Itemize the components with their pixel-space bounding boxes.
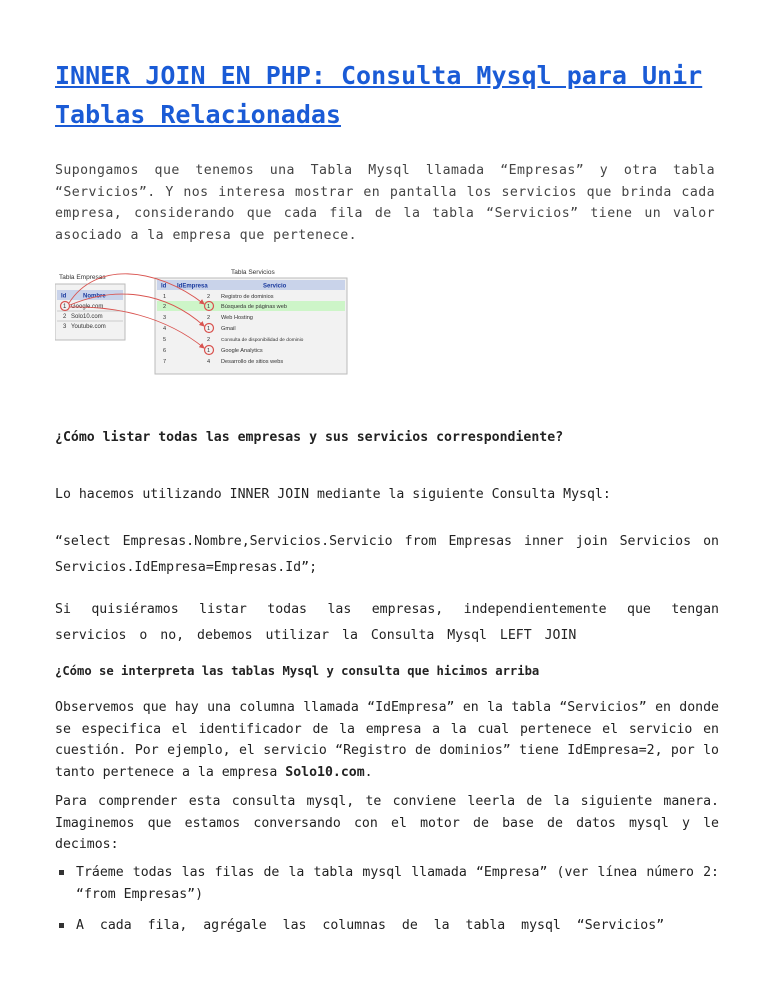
empresas-caption: Tabla Empresas	[59, 274, 106, 281]
servicios-row-4-servicio: Gmail	[221, 326, 236, 332]
servicios-row-3-servicio: Web Hosting	[221, 315, 253, 321]
servicios-row-6-id: 6	[163, 348, 167, 354]
empresas-row-3-id: 3	[63, 324, 67, 330]
servicios-header-servicio: Servicio	[263, 283, 287, 290]
servicios-caption: Tabla Servicios	[231, 269, 275, 276]
empresas-row-3-nombre: Youtube.com	[71, 324, 106, 330]
servicios-row-3-idempresa: 2	[207, 315, 211, 321]
paragraph-inner-join: Lo hacemos utilizando INNER JOIN mediante la siguiente Consulta Mysql:	[55, 487, 611, 502]
servicios-row-5-idempresa: 2	[207, 337, 211, 343]
servicios-row-7-servicio: Desarrollo de sitios webs	[221, 359, 284, 365]
servicios-row-6-idempresa: 1	[207, 348, 211, 354]
heading-listar-empresas: ¿Cómo listar todas las empresas y sus servicios correspondiente?	[55, 430, 564, 445]
bullet-marker	[59, 923, 64, 928]
paragraph-comprender: Para comprender esta consulta mysql, te conviene leerla de la siguiente manera. Imaginemos que estamos conversando con el motor de base de datos mysql y le decimos:	[55, 794, 719, 852]
servicios-row-1-servicio: Registro de dominios	[221, 294, 274, 300]
sql-query: “select Empresas.Nombre,Servicios.Servicio from Empresas inner join Servicios on Servicios.IdEmpresa=Empresas.Id”;	[55, 534, 719, 575]
servicios-row-1-idempresa: 2	[207, 294, 211, 300]
empresas-header-id: Id	[61, 293, 67, 300]
bullet-list	[55, 862, 719, 947]
servicios-row-3-id: 3	[163, 315, 167, 321]
paragraph-left-join: Si quisiéramos listar todas las empresas, independientemente que tengan servicios o no, debemos utilizar la Consulta Mysql LEFT JOIN	[55, 602, 719, 643]
bullet-item-1-text: Tráeme todas las filas de la tabla mysql llamada “Empresa” (ver línea número 2: “from Empresas”)	[76, 865, 719, 902]
bullet-item-2-text: A cada fila, agrégale las columnas de la tabla mysql “Servicios”	[76, 918, 665, 933]
servicios-row-2-servicio: Búsqueda de páginas web	[221, 304, 287, 310]
article-title-link[interactable]: INNER JOIN EN PHP: Consulta Mysql para Unir Tablas Relacionadas	[55, 61, 703, 129]
tables-diagram	[55, 266, 355, 386]
servicios-table	[155, 278, 347, 374]
empresas-row-1-nombre: Google.com	[71, 304, 104, 310]
empresas-table	[55, 284, 125, 340]
paragraph-idempresa-text: Observemos que hay una columna llamada “IdEmpresa” en la tabla “Servicios” en donde se especifica el identificador de la empresa a la cual pertenece el servicio en cuestión. Por ejemplo, el servicio “Registro de dominios” tiene IdEmpresa=2, por lo tanto pertenece a la empresa	[55, 700, 719, 780]
servicios-row-7-id: 7	[163, 359, 167, 365]
paragraph-idempresa	[55, 697, 719, 783]
bullet-item-1	[55, 862, 719, 905]
article-title	[55, 56, 715, 134]
servicios-row-1-id: 1	[163, 294, 167, 300]
bullet-marker	[59, 870, 64, 875]
empresas-row-2-nombre: Solo10.com	[71, 314, 103, 320]
servicios-row-5-id: 5	[163, 337, 167, 343]
servicios-row-2-idempresa: 1	[207, 304, 211, 310]
servicios-row-6-servicio: Google Analytics	[221, 348, 263, 354]
intro-paragraph: Supongamos que tenemos una Tabla Mysql llamada “Empresas” y otra tabla “Servicios”. Y nos interesa mostrar en pantalla los servicios que brinda cada empresa, considerando que cada fila de la tabla “Servicios” tiene un valor asociado a la empresa que pertenece.	[55, 163, 715, 243]
empresas-row-1-id: 1	[63, 304, 67, 310]
servicios-row-5-servicio: Consulta de disponibilidad de dominio	[221, 338, 304, 343]
servicios-row-2-id: 2	[163, 304, 167, 310]
servicios-row-7-idempresa: 4	[207, 359, 211, 365]
solo10-bold: Solo10.com	[285, 764, 365, 780]
servicios-row-4-idempresa: 1	[207, 326, 211, 332]
heading-interpretacion: ¿Cómo se interpreta las tablas Mysql y consulta que hicimos arriba	[55, 664, 540, 678]
empresas-header-nombre: Nombre	[83, 293, 106, 300]
paragraph-idempresa-end: .	[364, 764, 373, 780]
servicios-header-id: Id	[161, 283, 167, 290]
bullet-item-2	[55, 915, 719, 937]
empresas-row-2-id: 2	[63, 314, 67, 320]
servicios-header-idempresa: IdEmpresa	[177, 283, 208, 290]
servicios-row-4-id: 4	[163, 326, 167, 332]
